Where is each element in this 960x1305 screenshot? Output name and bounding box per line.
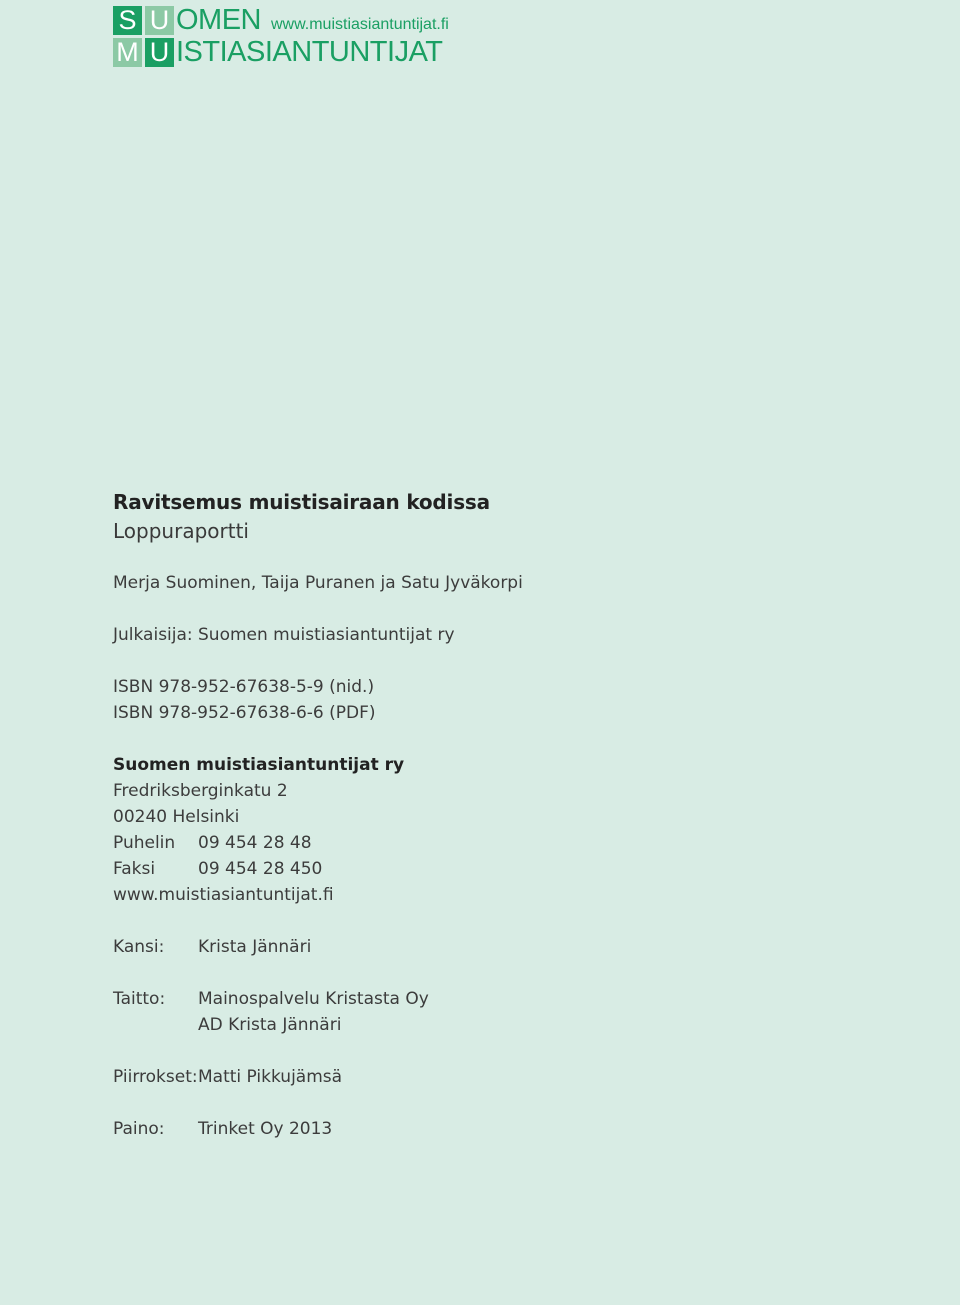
logo-row-suomen [113, 6, 449, 35]
credit-cover [113, 934, 913, 960]
isbn-print: ISBN 978-952-67638-5-9 (nid.) [113, 677, 375, 697]
layout-value: Mainospalvelu Kristasta Oy [198, 989, 429, 1009]
organization-fax [113, 856, 913, 882]
document-title: Ravitsemus muistisairaan kodissa [113, 490, 490, 514]
credit-layout-ad [113, 1012, 913, 1038]
isbn-pdf: ISBN 978-952-67638-6-6 (PDF) [113, 703, 376, 723]
logo-word-omen: OMEN [176, 4, 261, 36]
fax-label: Faksi [113, 859, 156, 879]
fax-value: 09 454 28 450 [198, 859, 323, 879]
logo-box-m: M [113, 38, 142, 67]
layout-value-ad: AD Krista Jännäri [198, 1015, 342, 1035]
illustrations-label: Piirrokset: [113, 1067, 198, 1087]
credit-layout [113, 986, 913, 1012]
organization-city: 00240 Helsinki [113, 807, 240, 827]
document-subtitle: Loppuraportti [113, 519, 249, 543]
publisher [113, 622, 913, 648]
publisher-label: Julkaisija: [113, 625, 193, 645]
cover-value: Krista Jännäri [198, 937, 312, 957]
illustrations-value: Matti Pikkujämsä [198, 1067, 343, 1087]
logo [113, 6, 513, 68]
phone-label: Puhelin [113, 833, 176, 853]
authors: Merja Suominen, Taija Puranen ja Satu Jyväkorpi [113, 573, 523, 593]
organization-website: www.muistiasiantuntijat.fi [113, 885, 334, 905]
logo-box-u2: U [145, 38, 174, 67]
logo-box-u: U [145, 6, 174, 35]
organization-street: Fredriksberginkatu 2 [113, 781, 288, 801]
logo-url: www.muistiasiantuntijat.fi [271, 15, 449, 33]
organization-name: Suomen muistiasiantuntijat ry [113, 755, 405, 775]
organization-phone [113, 830, 913, 856]
publisher-value: Suomen muistiasiantuntijat ry [198, 625, 455, 645]
credit-illustrations [113, 1064, 913, 1090]
logo-box-s: S [113, 6, 142, 35]
credit-print [113, 1116, 913, 1142]
phone-value: 09 454 28 48 [198, 833, 312, 853]
print-label: Paino: [113, 1119, 165, 1139]
cover-label: Kansi: [113, 937, 165, 957]
print-value: Trinket Oy 2013 [198, 1119, 333, 1139]
logo-row-muistiasiantuntijat [113, 38, 442, 67]
layout-label: Taitto: [113, 989, 166, 1009]
colophon [113, 488, 913, 1142]
logo-word-istiasiantuntijat: ISTIASIANTUNTIJAT [176, 36, 443, 68]
